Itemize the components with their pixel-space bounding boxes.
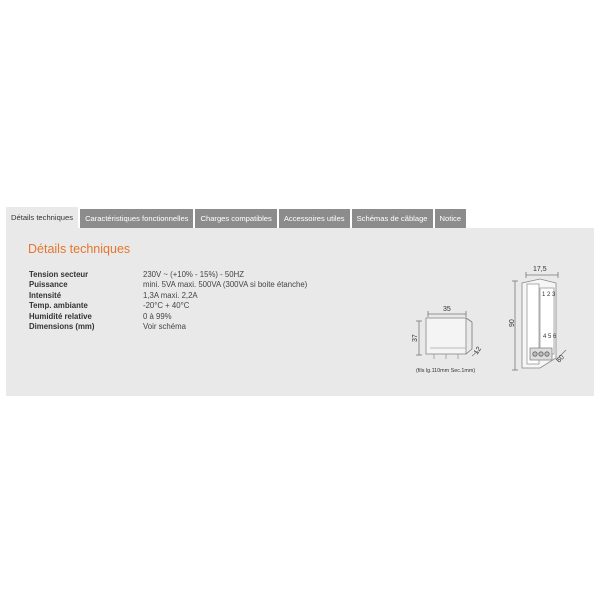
panel-title: Détails techniques xyxy=(28,242,131,256)
spec-label: Tension secteur xyxy=(29,270,89,279)
spec-value: Voir schéma xyxy=(143,321,186,331)
tab-schemas-de-cablage[interactable]: Schémas de câblage xyxy=(352,209,433,228)
spec-label: Dimensions (mm) xyxy=(29,321,95,331)
dimension-drawing xyxy=(6,228,594,396)
terminals-top-label: 1 2 3 xyxy=(542,292,556,298)
spec-value: 1,3A maxi. 2,2A xyxy=(143,290,198,300)
box-depth-label: 60 xyxy=(555,353,566,365)
tab-notice[interactable]: Notice xyxy=(435,209,467,228)
spec-label: Intensité xyxy=(29,290,62,300)
spec-label: Temp. ambiante xyxy=(29,301,88,311)
box-top-label: 17,5 xyxy=(533,266,547,273)
module-width-label: 35 xyxy=(443,306,451,313)
module-note: (fils lg.110mm Sec.1mm) xyxy=(416,368,476,374)
spec-value: 0 à 99% xyxy=(143,311,172,321)
spec-value: -20°C + 40°C xyxy=(143,301,190,311)
spec-value: 230V ~ (+10% - 15%) - 50HZ xyxy=(143,270,244,279)
terminals-bottom-label: 4 5 6 xyxy=(543,334,557,340)
tab-bar xyxy=(6,207,468,228)
tab-charges-compatibles[interactable]: Charges compatibles xyxy=(195,209,276,228)
box-drawing xyxy=(512,272,566,370)
spec-label: Humidité relative xyxy=(29,311,92,321)
module-depth-label: 12 xyxy=(472,345,484,357)
spec-label: Puissance xyxy=(29,280,68,290)
module-height-label: 37 xyxy=(412,334,419,342)
tab-panel xyxy=(6,228,594,396)
module-drawing xyxy=(416,311,478,359)
tab-details-techniques[interactable]: Détails techniques xyxy=(6,207,78,228)
spec-value: mini. 5VA maxi. 500VA (300VA si boite étanche) xyxy=(143,280,308,290)
tab-accessoires-utiles[interactable]: Accessoires utiles xyxy=(279,209,350,228)
tab-caracteristiques-fonctionnelles[interactable]: Caractéristiques fonctionnelles xyxy=(80,209,193,228)
box-height-label: 90 xyxy=(509,319,516,327)
